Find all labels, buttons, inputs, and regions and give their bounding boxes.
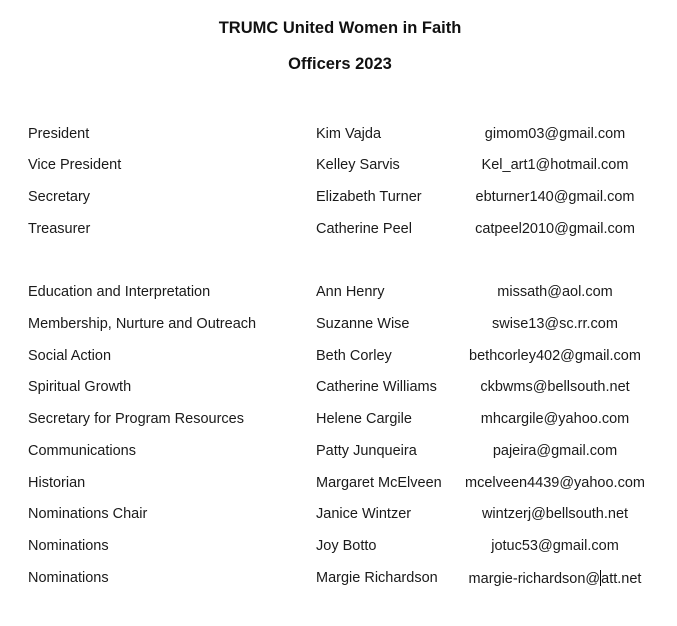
role-label: Membership, Nurture and Outreach: [28, 316, 257, 332]
email-address: wintzerj@bellsouth.net: [481, 506, 629, 522]
role-label: Secretary: [28, 189, 91, 205]
officer-row: [0, 126, 677, 148]
committee-row: [0, 443, 677, 465]
role-label: Nominations: [28, 538, 109, 554]
email-address: missath@aol.com: [497, 284, 613, 300]
person-name: Helene Cargile: [316, 411, 412, 427]
person-name: Janice Wintzer: [316, 506, 412, 522]
role-label: Education and Interpretation: [28, 284, 211, 300]
role-label: Social Action: [28, 348, 112, 364]
document-title: TRUMC United Women in Faith: [218, 19, 462, 37]
person-name: Margie Richardson: [316, 570, 438, 586]
person-name: Catherine Peel: [316, 221, 412, 237]
committee-row: [0, 284, 677, 306]
role-label: Nominations Chair: [28, 506, 148, 522]
role-label: Spiritual Growth: [28, 379, 132, 395]
officer-row: [0, 189, 677, 211]
committee-row: [0, 475, 677, 497]
role-label: President: [28, 126, 90, 142]
role-label: Secretary for Program Resources: [28, 411, 244, 427]
email-address-part: margie-richardson@: [468, 571, 601, 587]
email-address: jotuc53@gmail.com: [491, 538, 619, 554]
person-name: Elizabeth Turner: [316, 189, 422, 205]
email-address[interactable]: [455, 570, 655, 587]
person-name: Kim Vajda: [316, 126, 382, 142]
role-label: Historian: [28, 475, 86, 491]
committee-row: [0, 348, 677, 370]
officer-row: [0, 157, 677, 179]
role-label: Treasurer: [28, 221, 91, 237]
person-name: Kelley Sarvis: [316, 157, 400, 173]
role-label: Nominations: [28, 570, 109, 586]
email-address: gimom03@gmail.com: [484, 126, 626, 142]
committee-row: [0, 411, 677, 433]
email-address: mhcargile@yahoo.com: [480, 411, 630, 427]
committee-row: [0, 379, 677, 401]
committee-row: [0, 570, 677, 592]
document-subtitle: Officers 2023: [288, 55, 392, 73]
person-name: Patty Junqueira: [316, 443, 417, 459]
email-address: Kel_art1@hotmail.com: [481, 157, 629, 173]
email-address: bethcorley402@gmail.com: [469, 348, 641, 364]
email-address: catpeel2010@gmail.com: [475, 221, 635, 237]
person-name: Suzanne Wise: [316, 316, 410, 332]
person-name: Ann Henry: [316, 284, 385, 300]
committee-row: [0, 538, 677, 560]
officer-row: [0, 221, 677, 243]
person-name: Catherine Williams: [316, 379, 437, 395]
committee-row: [0, 316, 677, 338]
person-name: Margaret McElveen: [316, 475, 442, 491]
email-address: ebturner140@gmail.com: [475, 189, 635, 205]
email-address-part: att.net: [601, 571, 642, 587]
person-name: Beth Corley: [316, 348, 392, 364]
role-label: Vice President: [28, 157, 122, 173]
email-address: pajeira@gmail.com: [492, 443, 618, 459]
email-address: swise13@sc.rr.com: [492, 316, 618, 332]
person-name: Joy Botto: [316, 538, 377, 554]
email-address: mcelveen4439@yahoo.com: [465, 475, 645, 491]
committee-row: [0, 506, 677, 528]
role-label: Communications: [28, 443, 136, 459]
email-address: ckbwms@bellsouth.net: [480, 379, 630, 395]
